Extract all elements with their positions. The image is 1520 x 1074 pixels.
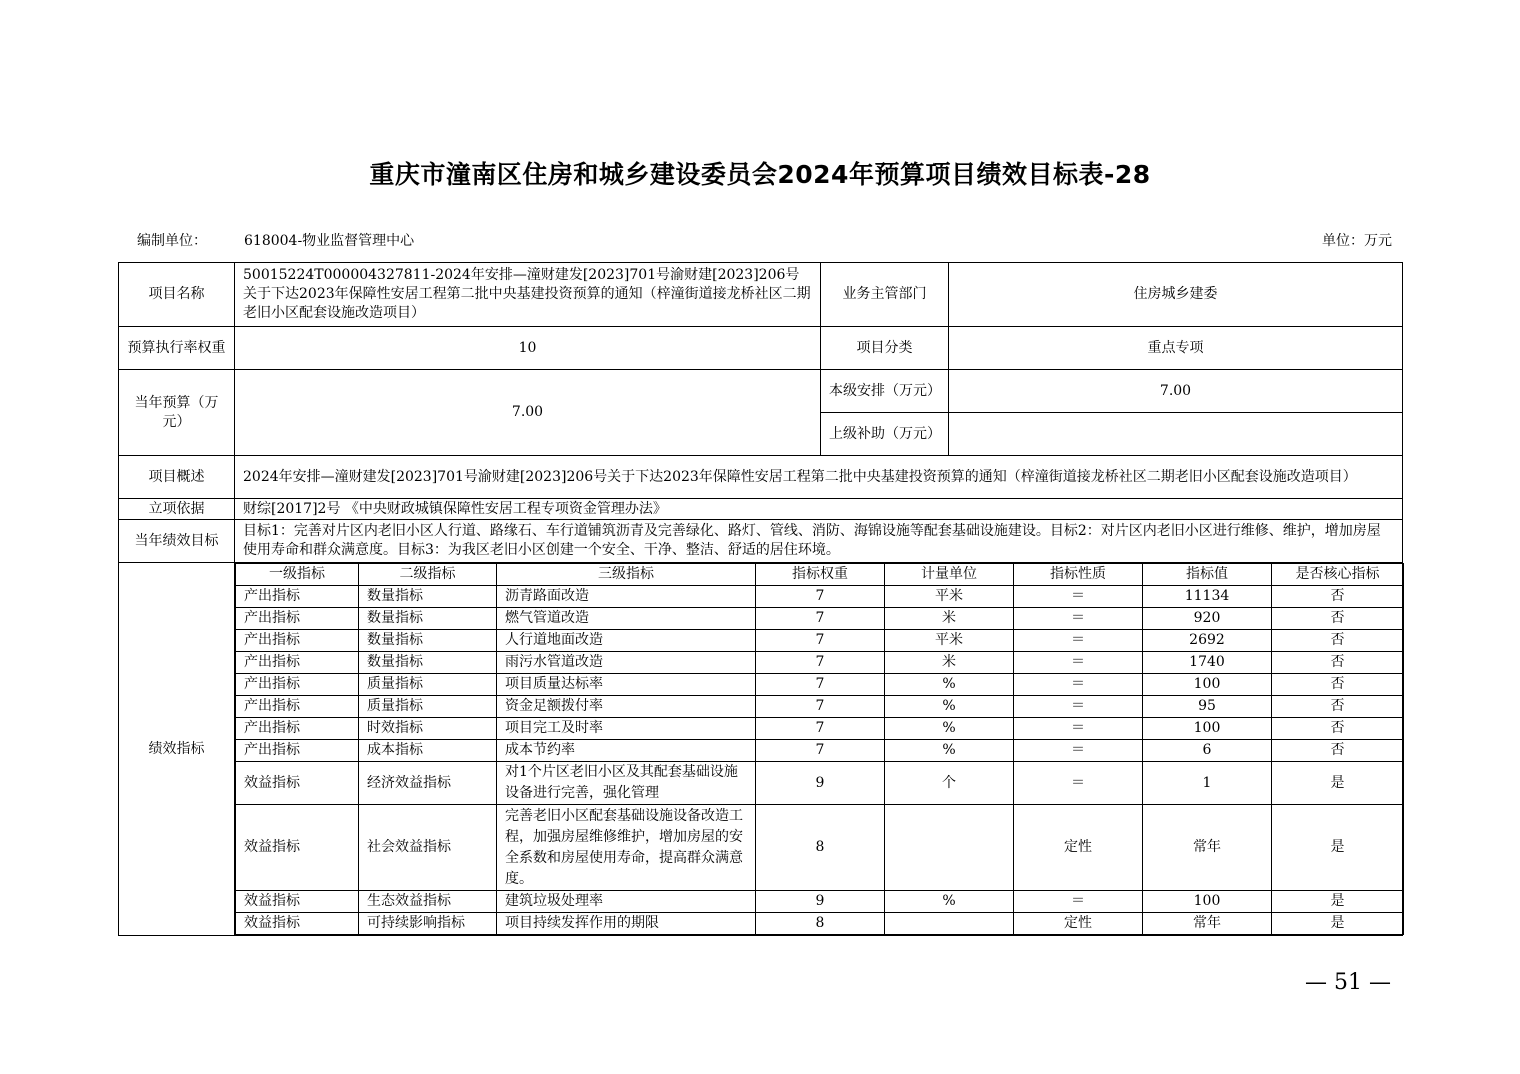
indicator-row — [236, 805, 1404, 891]
indicator-cell: 产出指标 — [236, 740, 359, 762]
indicator-cell: 常年 — [1143, 913, 1272, 935]
indicator-cell — [885, 805, 1014, 891]
indicator-cell: 成本指标 — [359, 740, 497, 762]
indicator-cell: 效益指标 — [236, 891, 359, 913]
indicator-cell: 产出指标 — [236, 718, 359, 740]
indicator-header-cell: 指标值 — [1143, 564, 1272, 586]
indicator-cell: 产出指标 — [236, 608, 359, 630]
indicator-cell: 质量指标 — [359, 696, 497, 718]
dept-value: 住房城乡建委 — [949, 263, 1403, 327]
indicators-table — [235, 563, 1404, 935]
indicator-row — [236, 891, 1404, 913]
weight-value: 10 — [235, 327, 821, 370]
indicators-label: 绩效指标 — [119, 563, 235, 936]
indicator-cell: 产出指标 — [236, 674, 359, 696]
indicator-cell: 否 — [1272, 740, 1404, 762]
indicator-cell: 常年 — [1143, 805, 1272, 891]
indicator-cell: 7 — [756, 696, 885, 718]
indicator-cell: 7 — [756, 740, 885, 762]
unit-value: 618004-物业监督管理中心 — [244, 233, 415, 249]
indicator-cell: ＝ — [1014, 586, 1143, 608]
project-name-value: 50015224T000004327811-2024年安排—潼财建发[2023]701号渝财建[2023]206号关于下达2023年保障性安居工程第二批中央基建投资预算的通知（梓潼街道接龙桥社区二期老旧小区配套设施改造项目） — [235, 263, 821, 327]
indicator-cell: 否 — [1272, 718, 1404, 740]
indicator-cell: 沥青路面改造 — [497, 586, 756, 608]
indicator-cell: ＝ — [1014, 652, 1143, 674]
indicator-cell: 项目持续发挥作用的期限 — [497, 913, 756, 935]
indicator-row — [236, 762, 1404, 805]
indicator-cell: % — [885, 891, 1014, 913]
indicator-cell: 否 — [1272, 586, 1404, 608]
indicator-cell: 效益指标 — [236, 805, 359, 891]
indicator-cell: 成本节约率 — [497, 740, 756, 762]
indicator-cell: 100 — [1143, 891, 1272, 913]
indicator-row — [236, 674, 1404, 696]
indicator-header-cell: 是否核心指标 — [1272, 564, 1404, 586]
indicator-header-cell: 计量单位 — [885, 564, 1014, 586]
indicator-cell: 雨污水管道改造 — [497, 652, 756, 674]
indicator-cell: 1740 — [1143, 652, 1272, 674]
indicator-cell: 产出指标 — [236, 652, 359, 674]
indicator-cell: 对1个片区老旧小区及其配套基础设施设备进行完善，强化管理 — [497, 762, 756, 805]
indicator-cell: 平米 — [885, 586, 1014, 608]
indicator-header-cell: 一级指标 — [236, 564, 359, 586]
indicator-cell: 否 — [1272, 630, 1404, 652]
overview-value: 2024年安排—潼财建发[2023]701号渝财建[2023]206号关于下达2023年保障性安居工程第二批中央基建投资预算的通知（梓潼街道接龙桥社区二期老旧小区配套设施改造项目） — [235, 456, 1403, 499]
indicator-cell: % — [885, 674, 1014, 696]
indicator-cell: 7 — [756, 608, 885, 630]
indicator-cell: 社会效益指标 — [359, 805, 497, 891]
basis-value: 财综[2017]2号 《中央财政城镇保障性安居工程专项资金管理办法》 — [235, 499, 1403, 520]
indicator-cell: 9 — [756, 891, 885, 913]
indicator-header-cell: 指标性质 — [1014, 564, 1143, 586]
category-label: 项目分类 — [821, 327, 949, 370]
upper-label: 上级补助（万元） — [821, 413, 949, 456]
indicator-cell: 经济效益指标 — [359, 762, 497, 805]
currency-unit: 单位：万元 — [1322, 233, 1392, 249]
goal-value: 目标1：完善对片区内老旧小区人行道、路缘石、车行道铺筑沥青及完善绿化、路灯、管线、消防、海锦设施等配套基础设施建设。目标2：对片区内老旧小区进行维修、维护，增加房屋使用寿命和群众满意度。目标3：为我区老旧小区创建一个安全、干净、整洁、舒适的居住环境。 — [235, 520, 1403, 563]
indicator-cell: 920 — [1143, 608, 1272, 630]
page-number: — 51 — — [1305, 970, 1391, 995]
indicator-cell: ＝ — [1014, 696, 1143, 718]
indicator-cell: 产出指标 — [236, 630, 359, 652]
project-name-label: 项目名称 — [119, 263, 235, 327]
indicator-cell: % — [885, 696, 1014, 718]
indicator-cell: 资金足额拨付率 — [497, 696, 756, 718]
indicator-cell: 9 — [756, 762, 885, 805]
indicator-cell: % — [885, 718, 1014, 740]
indicator-cell: 产出指标 — [236, 696, 359, 718]
indicator-cell: 米 — [885, 652, 1014, 674]
indicator-cell: ＝ — [1014, 740, 1143, 762]
unit-label: 编制单位： — [137, 233, 207, 249]
performance-table — [118, 262, 1403, 936]
indicator-cell: 100 — [1143, 718, 1272, 740]
indicator-cell: 时效指标 — [359, 718, 497, 740]
upper-value — [949, 413, 1403, 456]
indicator-cell: 是 — [1272, 762, 1404, 805]
indicator-cell: 可持续影响指标 — [359, 913, 497, 935]
indicator-cell: 11134 — [1143, 586, 1272, 608]
indicator-cell: 平米 — [885, 630, 1014, 652]
goal-label: 当年绩效目标 — [119, 520, 235, 563]
indicator-cell — [885, 913, 1014, 935]
indicator-cell: 8 — [756, 805, 885, 891]
indicator-cell: ＝ — [1014, 891, 1143, 913]
indicator-cell: 燃气管道改造 — [497, 608, 756, 630]
indicator-row — [236, 740, 1404, 762]
indicator-row — [236, 913, 1404, 935]
indicator-cell: 个 — [885, 762, 1014, 805]
indicator-cell: 定性 — [1014, 913, 1143, 935]
indicator-cell: 生态效益指标 — [359, 891, 497, 913]
indicator-cell: 6 — [1143, 740, 1272, 762]
indicator-cell: ＝ — [1014, 630, 1143, 652]
indicators-header-row — [236, 564, 1404, 586]
indicator-row — [236, 696, 1404, 718]
indicator-cell: ＝ — [1014, 674, 1143, 696]
indicator-cell: 效益指标 — [236, 762, 359, 805]
indicator-cell: 7 — [756, 586, 885, 608]
indicator-cell: 100 — [1143, 674, 1272, 696]
indicator-cell: 数量指标 — [359, 652, 497, 674]
indicator-cell: 数量指标 — [359, 630, 497, 652]
indicator-header-cell: 三级指标 — [497, 564, 756, 586]
indicator-cell: 是 — [1272, 805, 1404, 891]
indicator-cell: 数量指标 — [359, 586, 497, 608]
indicator-cell: ＝ — [1014, 608, 1143, 630]
indicator-cell: 95 — [1143, 696, 1272, 718]
indicator-cell: 否 — [1272, 674, 1404, 696]
indicator-cell: 是 — [1272, 891, 1404, 913]
indicator-cell: 否 — [1272, 696, 1404, 718]
indicator-cell: 否 — [1272, 608, 1404, 630]
indicator-cell: 数量指标 — [359, 608, 497, 630]
indicator-row — [236, 652, 1404, 674]
indicator-cell: 项目质量达标率 — [497, 674, 756, 696]
indicator-cell: 质量指标 — [359, 674, 497, 696]
indicator-row — [236, 630, 1404, 652]
local-value: 7.00 — [949, 370, 1403, 413]
dept-label: 业务主管部门 — [821, 263, 949, 327]
local-label: 本级安排（万元） — [821, 370, 949, 413]
indicator-cell: 米 — [885, 608, 1014, 630]
indicator-cell: ＝ — [1014, 718, 1143, 740]
indicator-cell: 完善老旧小区配套基础设施设备改造工程，加强房屋维修维护，增加房屋的安全系数和房屋使用寿命，提高群众满意度。 — [497, 805, 756, 891]
indicator-cell: 8 — [756, 913, 885, 935]
indicator-cell: 7 — [756, 652, 885, 674]
indicators-cell — [235, 563, 1403, 936]
indicator-header-cell: 二级指标 — [359, 564, 497, 586]
overview-label: 项目概述 — [119, 456, 235, 499]
indicator-cell: 2692 — [1143, 630, 1272, 652]
indicator-cell: 是 — [1272, 913, 1404, 935]
weight-label: 预算执行率权重 — [119, 327, 235, 370]
indicator-header-cell: 指标权重 — [756, 564, 885, 586]
indicator-cell: 建筑垃圾处理率 — [497, 891, 756, 913]
indicator-row — [236, 608, 1404, 630]
indicator-row — [236, 586, 1404, 608]
page-title: 重庆市潼南区住房和城乡建设委员会2024年预算项目绩效目标表-28 — [369, 160, 1151, 189]
indicator-cell: 1 — [1143, 762, 1272, 805]
indicator-cell: 否 — [1272, 652, 1404, 674]
indicator-cell: 项目完工及时率 — [497, 718, 756, 740]
indicator-cell: 7 — [756, 718, 885, 740]
indicator-cell: 人行道地面改造 — [497, 630, 756, 652]
indicator-cell: 产出指标 — [236, 586, 359, 608]
indicator-row — [236, 718, 1404, 740]
indicator-cell: ＝ — [1014, 762, 1143, 805]
indicator-cell: % — [885, 740, 1014, 762]
indicator-cell: 7 — [756, 630, 885, 652]
budget-value: 7.00 — [235, 370, 821, 456]
budget-label: 当年预算（万元） — [119, 370, 235, 456]
category-value: 重点专项 — [949, 327, 1403, 370]
basis-label: 立项依据 — [119, 499, 235, 520]
indicator-cell: 定性 — [1014, 805, 1143, 891]
indicator-cell: 效益指标 — [236, 913, 359, 935]
indicator-cell: 7 — [756, 674, 885, 696]
